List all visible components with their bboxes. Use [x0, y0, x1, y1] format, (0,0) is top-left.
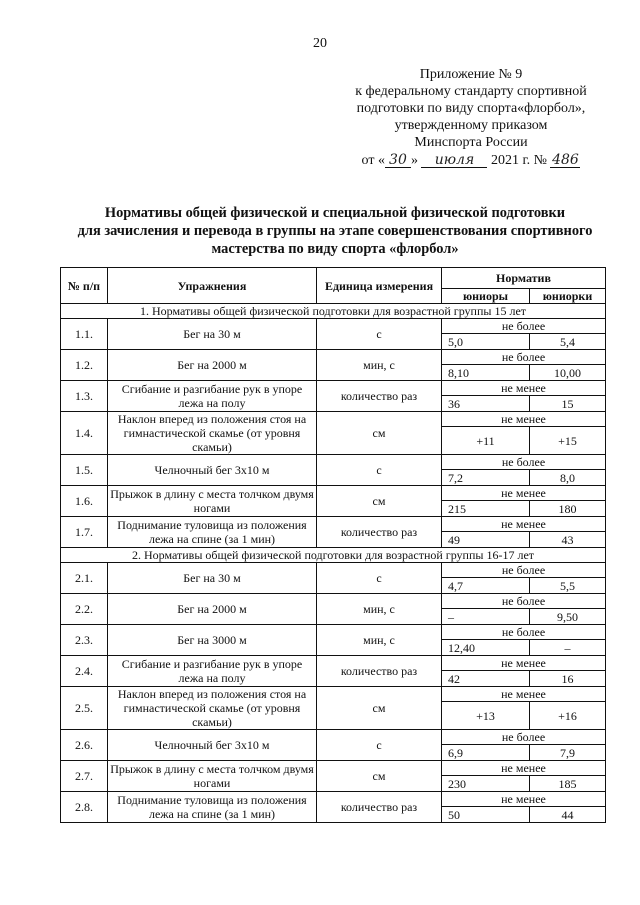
appendix-line: Приложение № 9	[419, 67, 523, 82]
table-row	[61, 761, 606, 776]
row-number: 2.5.	[61, 687, 108, 730]
row-number: 1.2.	[61, 350, 108, 381]
row-number: 1.3.	[61, 381, 108, 412]
exercise-name: Челночный бег 3х10 м	[108, 455, 317, 486]
page-number: 20	[313, 36, 327, 51]
unit: с	[317, 563, 442, 594]
exercise-name: Поднимание туловища из положения лежа на спине (за 1 мин)	[108, 792, 317, 823]
norm-condition: не менее	[442, 486, 606, 501]
document-title	[40, 204, 630, 258]
row-number: 2.8.	[61, 792, 108, 823]
order-month: июля	[421, 153, 487, 168]
row-number: 1.6.	[61, 486, 108, 517]
value-juniors-f: 15	[530, 396, 606, 412]
value-juniors-f: +16	[530, 702, 606, 730]
appendix-line: Минспорта России	[414, 135, 528, 150]
exercise-name: Челночный бег 3х10 м	[108, 730, 317, 761]
table-row	[61, 563, 606, 578]
header-unit: Единица измерения	[317, 268, 442, 304]
header-juniors-f: юниорки	[530, 289, 606, 304]
row-number: 1.1.	[61, 319, 108, 350]
row-number: 2.3.	[61, 625, 108, 656]
exercise-name: Бег на 2000 м	[108, 594, 317, 625]
exercise-name: Прыжок в длину с места толчком двумя ногами	[108, 761, 317, 792]
norm-condition: не менее	[442, 517, 606, 532]
exercise-name: Бег на 3000 м	[108, 625, 317, 656]
row-number: 2.7.	[61, 761, 108, 792]
row-number: 1.7.	[61, 517, 108, 548]
value-juniors-f: +15	[530, 427, 606, 455]
exercise-name: Прыжок в длину с места толчком двумя ногами	[108, 486, 317, 517]
section-title: 2. Нормативы общей физической подготовки для возрастной группы 16-17 лет	[61, 548, 606, 563]
value-juniors-f: 9,50	[530, 609, 606, 625]
date-prefix: от «	[361, 153, 385, 168]
norm-condition: не более	[442, 594, 606, 609]
value-juniors-f: 16	[530, 671, 606, 687]
exercise-name: Сгибание и разгибание рук в упоре лежа на полу	[108, 381, 317, 412]
exercise-name: Бег на 2000 м	[108, 350, 317, 381]
exercise-name: Поднимание туловища из положения лежа на спине (за 1 мин)	[108, 517, 317, 548]
table-row	[61, 412, 606, 427]
table-row	[61, 350, 606, 365]
value-juniors-m: 42	[442, 671, 530, 687]
title-line: мастерства по виду спорта «флорбол»	[211, 241, 459, 257]
section-row	[61, 548, 606, 563]
exercise-name: Бег на 30 м	[108, 563, 317, 594]
row-number: 2.4.	[61, 656, 108, 687]
table-row	[61, 486, 606, 501]
row-number: 2.6.	[61, 730, 108, 761]
unit: см	[317, 412, 442, 455]
order-number: 486	[552, 152, 579, 168]
value-juniors-m: –	[442, 609, 530, 625]
table-row	[61, 517, 606, 532]
value-juniors-m: 5,0	[442, 334, 530, 350]
value-juniors-f: 5,4	[530, 334, 606, 350]
unit: см	[317, 761, 442, 792]
unit: с	[317, 730, 442, 761]
unit: количество раз	[317, 792, 442, 823]
unit: количество раз	[317, 381, 442, 412]
value-juniors-f: 8,0	[530, 470, 606, 486]
section-title: 1. Нормативы общей физической подготовки для возрастной группы 15 лет	[61, 304, 606, 319]
value-juniors-m: 49	[442, 532, 530, 548]
norm-condition: не более	[442, 455, 606, 470]
value-juniors-f: –	[530, 640, 606, 656]
appendix-line: к федеральному стандарту спортивной	[355, 84, 587, 99]
row-number: 1.5.	[61, 455, 108, 486]
table-row	[61, 792, 606, 807]
unit: количество раз	[317, 517, 442, 548]
standards-table	[60, 267, 606, 823]
norm-condition: не менее	[442, 412, 606, 427]
value-juniors-m: 230	[442, 776, 530, 792]
value-juniors-f: 5,5	[530, 578, 606, 594]
standards-body	[61, 304, 606, 823]
title-line: Нормативы общей физической и специальной физической подготовки	[104, 205, 566, 221]
order-year: 2021 г. №	[490, 153, 547, 168]
appendix-block	[336, 66, 606, 169]
value-juniors-f: 44	[530, 807, 606, 823]
table-row	[61, 594, 606, 609]
row-number: 2.2.	[61, 594, 108, 625]
exercise-name: Наклон вперед из положения стоя на гимнастической скамье (от уровня скамьи)	[108, 687, 317, 730]
norm-condition: не более	[442, 563, 606, 578]
section-row	[61, 304, 606, 319]
unit: с	[317, 319, 442, 350]
value-juniors-m: 215	[442, 501, 530, 517]
table-row	[61, 730, 606, 745]
value-juniors-m: 8,10	[442, 365, 530, 381]
norm-condition: не более	[442, 625, 606, 640]
unit: см	[317, 687, 442, 730]
unit: мин, с	[317, 350, 442, 381]
header-juniors-m: юниоры	[442, 289, 530, 304]
table-row	[61, 455, 606, 470]
order-day: 30	[385, 153, 411, 168]
table-row	[61, 381, 606, 396]
row-number: 1.4.	[61, 412, 108, 455]
norm-condition: не менее	[442, 381, 606, 396]
norm-condition: не менее	[442, 761, 606, 776]
table-row	[61, 656, 606, 671]
exercise-name: Наклон вперед из положения стоя на гимнастической скамье (от уровня скамьи)	[108, 412, 317, 455]
value-juniors-m: 7,2	[442, 470, 530, 486]
value-juniors-f: 7,9	[530, 745, 606, 761]
table-row	[61, 319, 606, 334]
unit: количество раз	[317, 656, 442, 687]
value-juniors-f: 185	[530, 776, 606, 792]
norm-condition: не менее	[442, 687, 606, 702]
value-juniors-m: 4,7	[442, 578, 530, 594]
row-number: 2.1.	[61, 563, 108, 594]
value-juniors-m: 50	[442, 807, 530, 823]
norm-condition: не более	[442, 730, 606, 745]
title-line: для зачисления и перевода в группы на этапе совершенствования спортивного	[77, 223, 593, 239]
value-juniors-m: 36	[442, 396, 530, 412]
table-row	[61, 687, 606, 702]
order-date-line	[336, 152, 606, 169]
appendix-line: подготовки по виду спорта«флорбол»,	[356, 101, 586, 116]
value-juniors-f: 10,00	[530, 365, 606, 381]
value-juniors-m: +11	[442, 427, 530, 455]
norm-condition: не более	[442, 319, 606, 334]
header-norm: Норматив	[442, 268, 606, 289]
value-juniors-m: +13	[442, 702, 530, 730]
value-juniors-f: 43	[530, 532, 606, 548]
norm-condition: не более	[442, 350, 606, 365]
date-mid: »	[410, 153, 418, 168]
unit: мин, с	[317, 625, 442, 656]
norm-condition: не менее	[442, 792, 606, 807]
value-juniors-f: 180	[530, 501, 606, 517]
unit: с	[317, 455, 442, 486]
unit: мин, с	[317, 594, 442, 625]
exercise-name: Бег на 30 м	[108, 319, 317, 350]
value-juniors-m: 12,40	[442, 640, 530, 656]
appendix-line: утвержденному приказом	[394, 118, 548, 133]
header-exercise: Упражнения	[108, 268, 317, 304]
norm-condition: не менее	[442, 656, 606, 671]
exercise-name: Сгибание и разгибание рук в упоре лежа на полу	[108, 656, 317, 687]
header-num: № п/п	[61, 268, 108, 304]
unit: см	[317, 486, 442, 517]
table-row	[61, 625, 606, 640]
value-juniors-m: 6,9	[442, 745, 530, 761]
